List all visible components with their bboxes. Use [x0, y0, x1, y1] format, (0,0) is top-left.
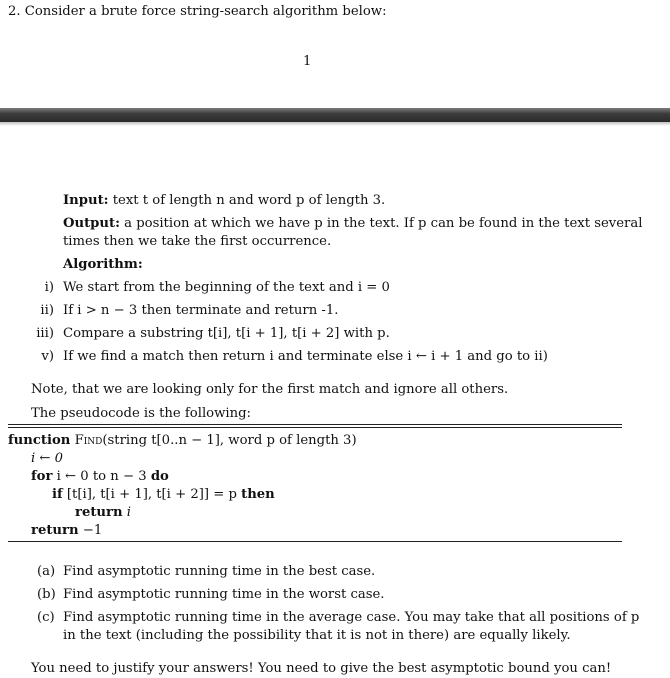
- question-heading: 2. Consider a brute force string-search algorithm below:: [8, 4, 387, 19]
- return-value: i: [126, 505, 131, 520]
- note-text: Note, that we are looking only for the first match and ignore all others.: [31, 382, 509, 397]
- algorithm-top-rule-2: [8, 427, 622, 428]
- step-text: Compare a substring t[i], t[i + 1], t[i + 2] with p.: [63, 326, 390, 341]
- output-text-line2: times then we take the first occurrence.: [63, 234, 332, 249]
- algorithm-top-rule: [8, 424, 622, 425]
- algorithm-bottom-rule: [8, 541, 622, 542]
- page-break-shadow: [0, 122, 670, 126]
- step-text: We start from the beginning of the text and i = 0: [63, 280, 390, 295]
- input-text: text t of length n and word p of length 3.: [112, 193, 386, 208]
- return-keyword: return: [31, 523, 79, 538]
- question-text: Find asymptotic running time in the best case.: [63, 564, 376, 579]
- function-keyword: function: [8, 433, 71, 448]
- page-number: 1: [303, 54, 312, 69]
- for-keyword: for: [31, 469, 53, 484]
- return-value: −1: [82, 523, 103, 538]
- for-range: i ← 0 to n − 3: [56, 469, 147, 484]
- algorithm-label: Algorithm:: [63, 257, 143, 272]
- step-text: If i > n − 3 then terminate and return -1.: [63, 303, 339, 318]
- do-keyword: do: [150, 469, 169, 484]
- step-number: i): [44, 280, 54, 295]
- init-line: i ← 0: [31, 451, 64, 466]
- pseudocode-intro: The pseudocode is the following:: [31, 406, 251, 421]
- question-text: Find asymptotic running time in the worst case.: [63, 587, 385, 602]
- input-label: Input:: [63, 193, 109, 208]
- input-spec: [63, 192, 385, 209]
- footer-instruction: You need to justify your answers! You need to give the best asymptotic bound you can!: [31, 661, 612, 676]
- step-text: If we find a match then return i and terminate else i ← i + 1 and go to ii): [63, 349, 548, 364]
- question-label: (b): [37, 587, 56, 602]
- question-label: (a): [37, 564, 56, 579]
- output-text-line1: a position at which we have p in the text. If p can be found in the text several: [124, 216, 643, 231]
- step-number: v): [41, 349, 54, 364]
- function-signature: [8, 432, 357, 449]
- question-label: (c): [37, 610, 55, 625]
- function-params: (string t[0..n − 1], word p of length 3): [102, 433, 357, 448]
- question-text-line1: Find asymptotic running time in the average case. You may take that all positions of p: [63, 610, 640, 625]
- step-number: iii): [36, 326, 54, 341]
- if-condition: [t[i], t[i + 1], t[i + 2]] = p: [66, 487, 237, 502]
- question-text-line2: in the text (including the possibility that it is not in there) are equally likely.: [63, 628, 571, 643]
- step-number: ii): [40, 303, 54, 318]
- output-spec: [63, 215, 642, 232]
- return-inner-line: [75, 504, 131, 521]
- output-label: Output:: [63, 216, 120, 231]
- if-line: [52, 486, 275, 503]
- for-line: [31, 468, 169, 485]
- then-keyword: then: [241, 487, 275, 502]
- if-keyword: if: [52, 487, 63, 502]
- page-break-band: [0, 108, 670, 122]
- function-name: Find: [74, 433, 103, 448]
- return-keyword: return: [75, 505, 123, 520]
- return-outer-line: [31, 522, 102, 539]
